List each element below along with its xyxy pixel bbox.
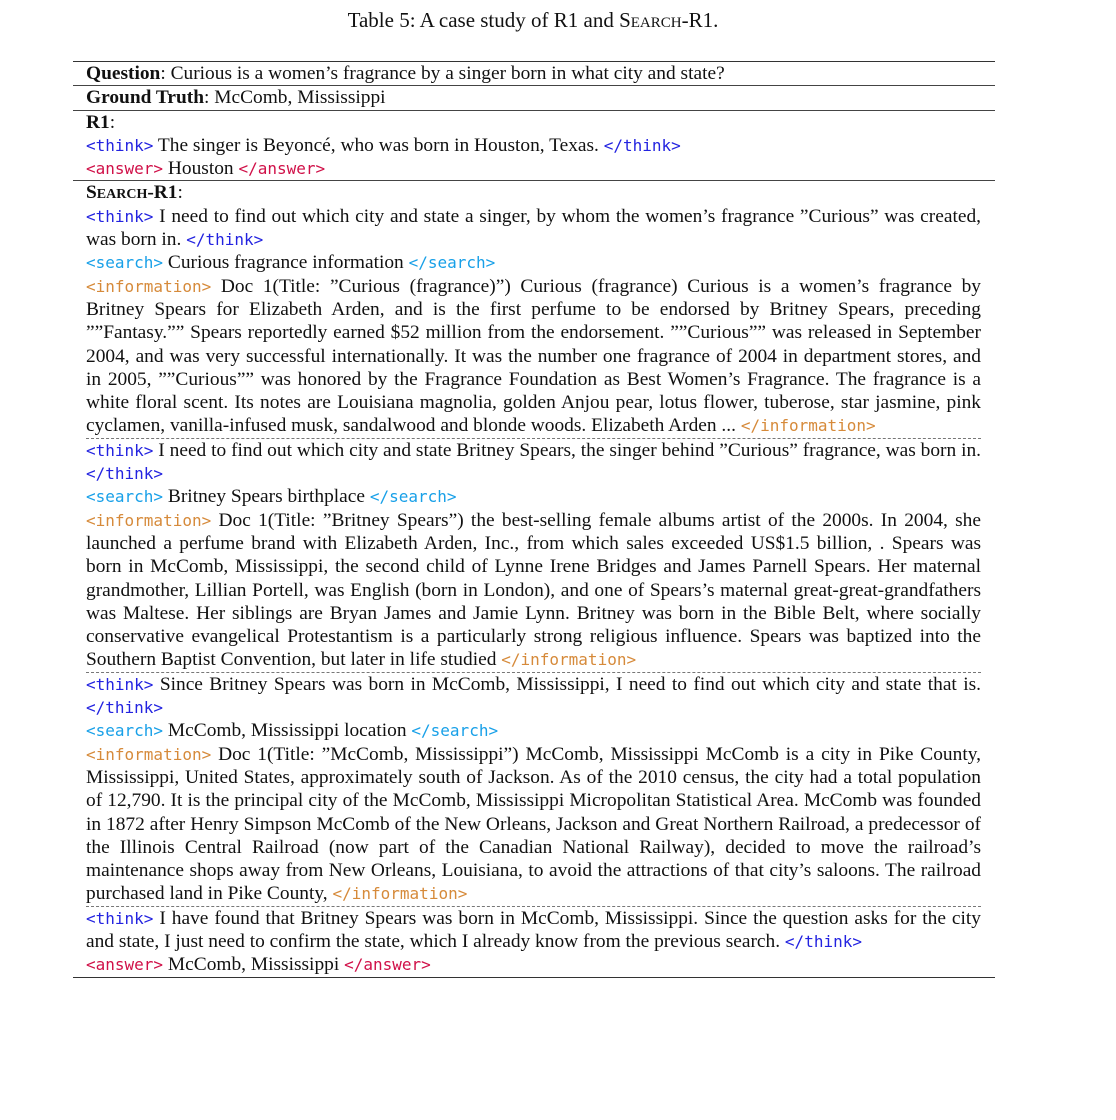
search-open-tag: <search>: [86, 487, 164, 507]
r1-colon: :: [109, 111, 116, 133]
r1-label: R1: [86, 111, 110, 133]
step-search: [86, 251, 981, 274]
answer-close-tag: </answer>: [238, 159, 326, 179]
think-close-tag: </think>: [86, 698, 164, 718]
caption-text: Table 5: A case study of R1 and: [347, 8, 620, 32]
search-text: Curious fragrance information: [163, 252, 409, 274]
answer-text: Houston: [163, 158, 239, 180]
think-open-tag: <think>: [86, 206, 154, 226]
question-row: [73, 62, 995, 85]
think-open-tag: <think>: [86, 908, 154, 928]
search-close-tag: </search>: [408, 253, 496, 273]
step-think: [86, 907, 981, 954]
information-close-tag: </information>: [332, 884, 468, 904]
step-search: [86, 485, 981, 508]
answer-text: McComb, Mississippi: [163, 954, 345, 976]
step-search: [86, 719, 981, 742]
caption-suffix: -R1.: [681, 8, 719, 32]
ground-truth-label: Ground Truth: [86, 87, 205, 109]
think-text: I have found that Britney Spears was born in McComb, Mississippi. Since the question asks for the city and state, I just need to confirm the state, which I already know from the previous search.: [86, 907, 981, 952]
search-r1-turn: [86, 672, 981, 906]
information-open-tag: <information>: [86, 744, 212, 764]
r1-section: [73, 110, 995, 181]
information-text: Doc 1(Title: ”Curious (fragrance)”) Curious (fragrance) Curious is a women’s fragrance by Britney Spears for Elizabeth Arden, and is the first perfume to be endorsed by Britney Spears, preceding ””Fantasy.”” Spears reportedly earned $52 million from the endorsement. ””Curious”” was released in September 2004, and was very successful internationally. It was the number one fragrance of 2004 in department stores, and in 2005, ””Curious”” was honored by the Fragrance Foundation as Best Women’s Fragrance. The fragrance is a white floral scent. Its notes are Louisiana magnolia, golden Anjou pear, lotus flower, tuberose, star jasmine, pink cyclamen, vanilla-infused musk, sandalwood and blonde woods. Elizabeth Arden ...: [86, 275, 981, 437]
caption-search: Search: [619, 8, 682, 32]
case-study-table: [73, 61, 995, 978]
step-think: [86, 439, 981, 486]
information-close-tag: </information>: [740, 416, 876, 436]
answer-open-tag: <answer>: [86, 955, 164, 975]
step-answer: [86, 157, 981, 180]
search-close-tag: </search>: [369, 487, 457, 507]
search-text: McComb, Mississippi location: [163, 720, 412, 742]
search-r1-label: Search-R1: [86, 182, 178, 204]
think-open-tag: <think>: [86, 135, 154, 155]
ground-truth-text: : McComb, Mississippi: [204, 87, 386, 109]
step-information: [86, 743, 981, 906]
information-close-tag: </information>: [501, 650, 637, 670]
think-open-tag: <think>: [86, 440, 154, 460]
think-open-tag: <think>: [86, 674, 154, 694]
step-think: [86, 205, 981, 252]
think-text: I need to find out which city and state a singer, by whom the women’s fragrance ”Curious” was created, was born in.: [86, 205, 981, 251]
think-close-tag: </think>: [603, 135, 681, 155]
think-text: I need to find out which city and state Britney Spears, the singer behind ”Curious” fragrance, was born in.: [153, 439, 981, 461]
information-text: Doc 1(Title: ”Britney Spears”) the best-selling female albums artist of the 2000s. In 2004, she launched a perfume brand with Elizabeth Arden, Inc., from which sales exceeded US$1.5 billion, . Spears was born in McComb, Mississippi, the second child of Lynne Irene Bridges and James Parnell Spears. Her maternal grandmother, Lillian Portell, was English (born in London), and one of Spears’s maternal great-great-grandfathers was Maltese. Her siblings are Bryan James and Jamie Lynn. Britney was born in the Bible Belt, where socially conservative evangelical Protestantism is a particularly strong religious influence. Spears was baptized into the Southern Baptist Convention, but later in life studied: [86, 509, 981, 671]
step-answer: [86, 953, 981, 976]
step-information: [86, 509, 981, 672]
information-open-tag: <information>: [86, 276, 212, 296]
step-information: [86, 275, 981, 438]
search-open-tag: <search>: [86, 253, 164, 273]
table-caption: [0, 8, 1066, 33]
search-r1-section: [73, 180, 995, 976]
search-r1-turn: [86, 906, 981, 977]
ground-truth-row: [73, 85, 995, 109]
search-close-tag: </search>: [411, 721, 499, 741]
think-close-tag: </think>: [86, 464, 164, 484]
search-r1-turn: [86, 438, 981, 672]
answer-close-tag: </answer>: [344, 955, 431, 975]
step-think: [86, 673, 981, 720]
think-text: The singer is Beyoncé, who was born in Houston, Texas.: [153, 134, 604, 156]
search-r1-colon: :: [177, 182, 183, 204]
answer-open-tag: <answer>: [86, 159, 164, 179]
question-label: Question: [86, 63, 161, 84]
think-text: Since Britney Spears was born in McComb, Mississippi, I need to find out which city and state that is.: [153, 673, 981, 695]
step-think: [86, 134, 981, 157]
information-open-tag: <information>: [86, 510, 212, 530]
think-close-tag: </think>: [784, 931, 862, 951]
question-text: : Curious is a women’s fragrance by a singer born in what city and state?: [160, 63, 725, 84]
search-text: Britney Spears birthplace: [163, 486, 370, 508]
information-text: Doc 1(Title: ”McComb, Mississippi”) McComb, Mississippi McComb is a city in Pike County, Mississippi, United States, approximately south of Jackson. As of the 2010 census, the city had a total population of 12,790. It is the principal city of the McComb, Mississippi Micropolitan Statistical Area. McComb was founded in 1872 after Henry Simpson McComb of the New Orleans, Jackson and Great Northern Railroad, a predecessor of the Illinois Central Railroad (now part of the Canadian National Railway), decided to move the railroad’s maintenance shops away from New Orleans, Louisiana, to avoid the attractions of that city’s saloons. The railroad purchased land in Pike County,: [86, 743, 981, 905]
search-open-tag: <search>: [86, 721, 164, 741]
think-close-tag: </think>: [186, 230, 264, 250]
search-r1-turn: [86, 205, 981, 438]
